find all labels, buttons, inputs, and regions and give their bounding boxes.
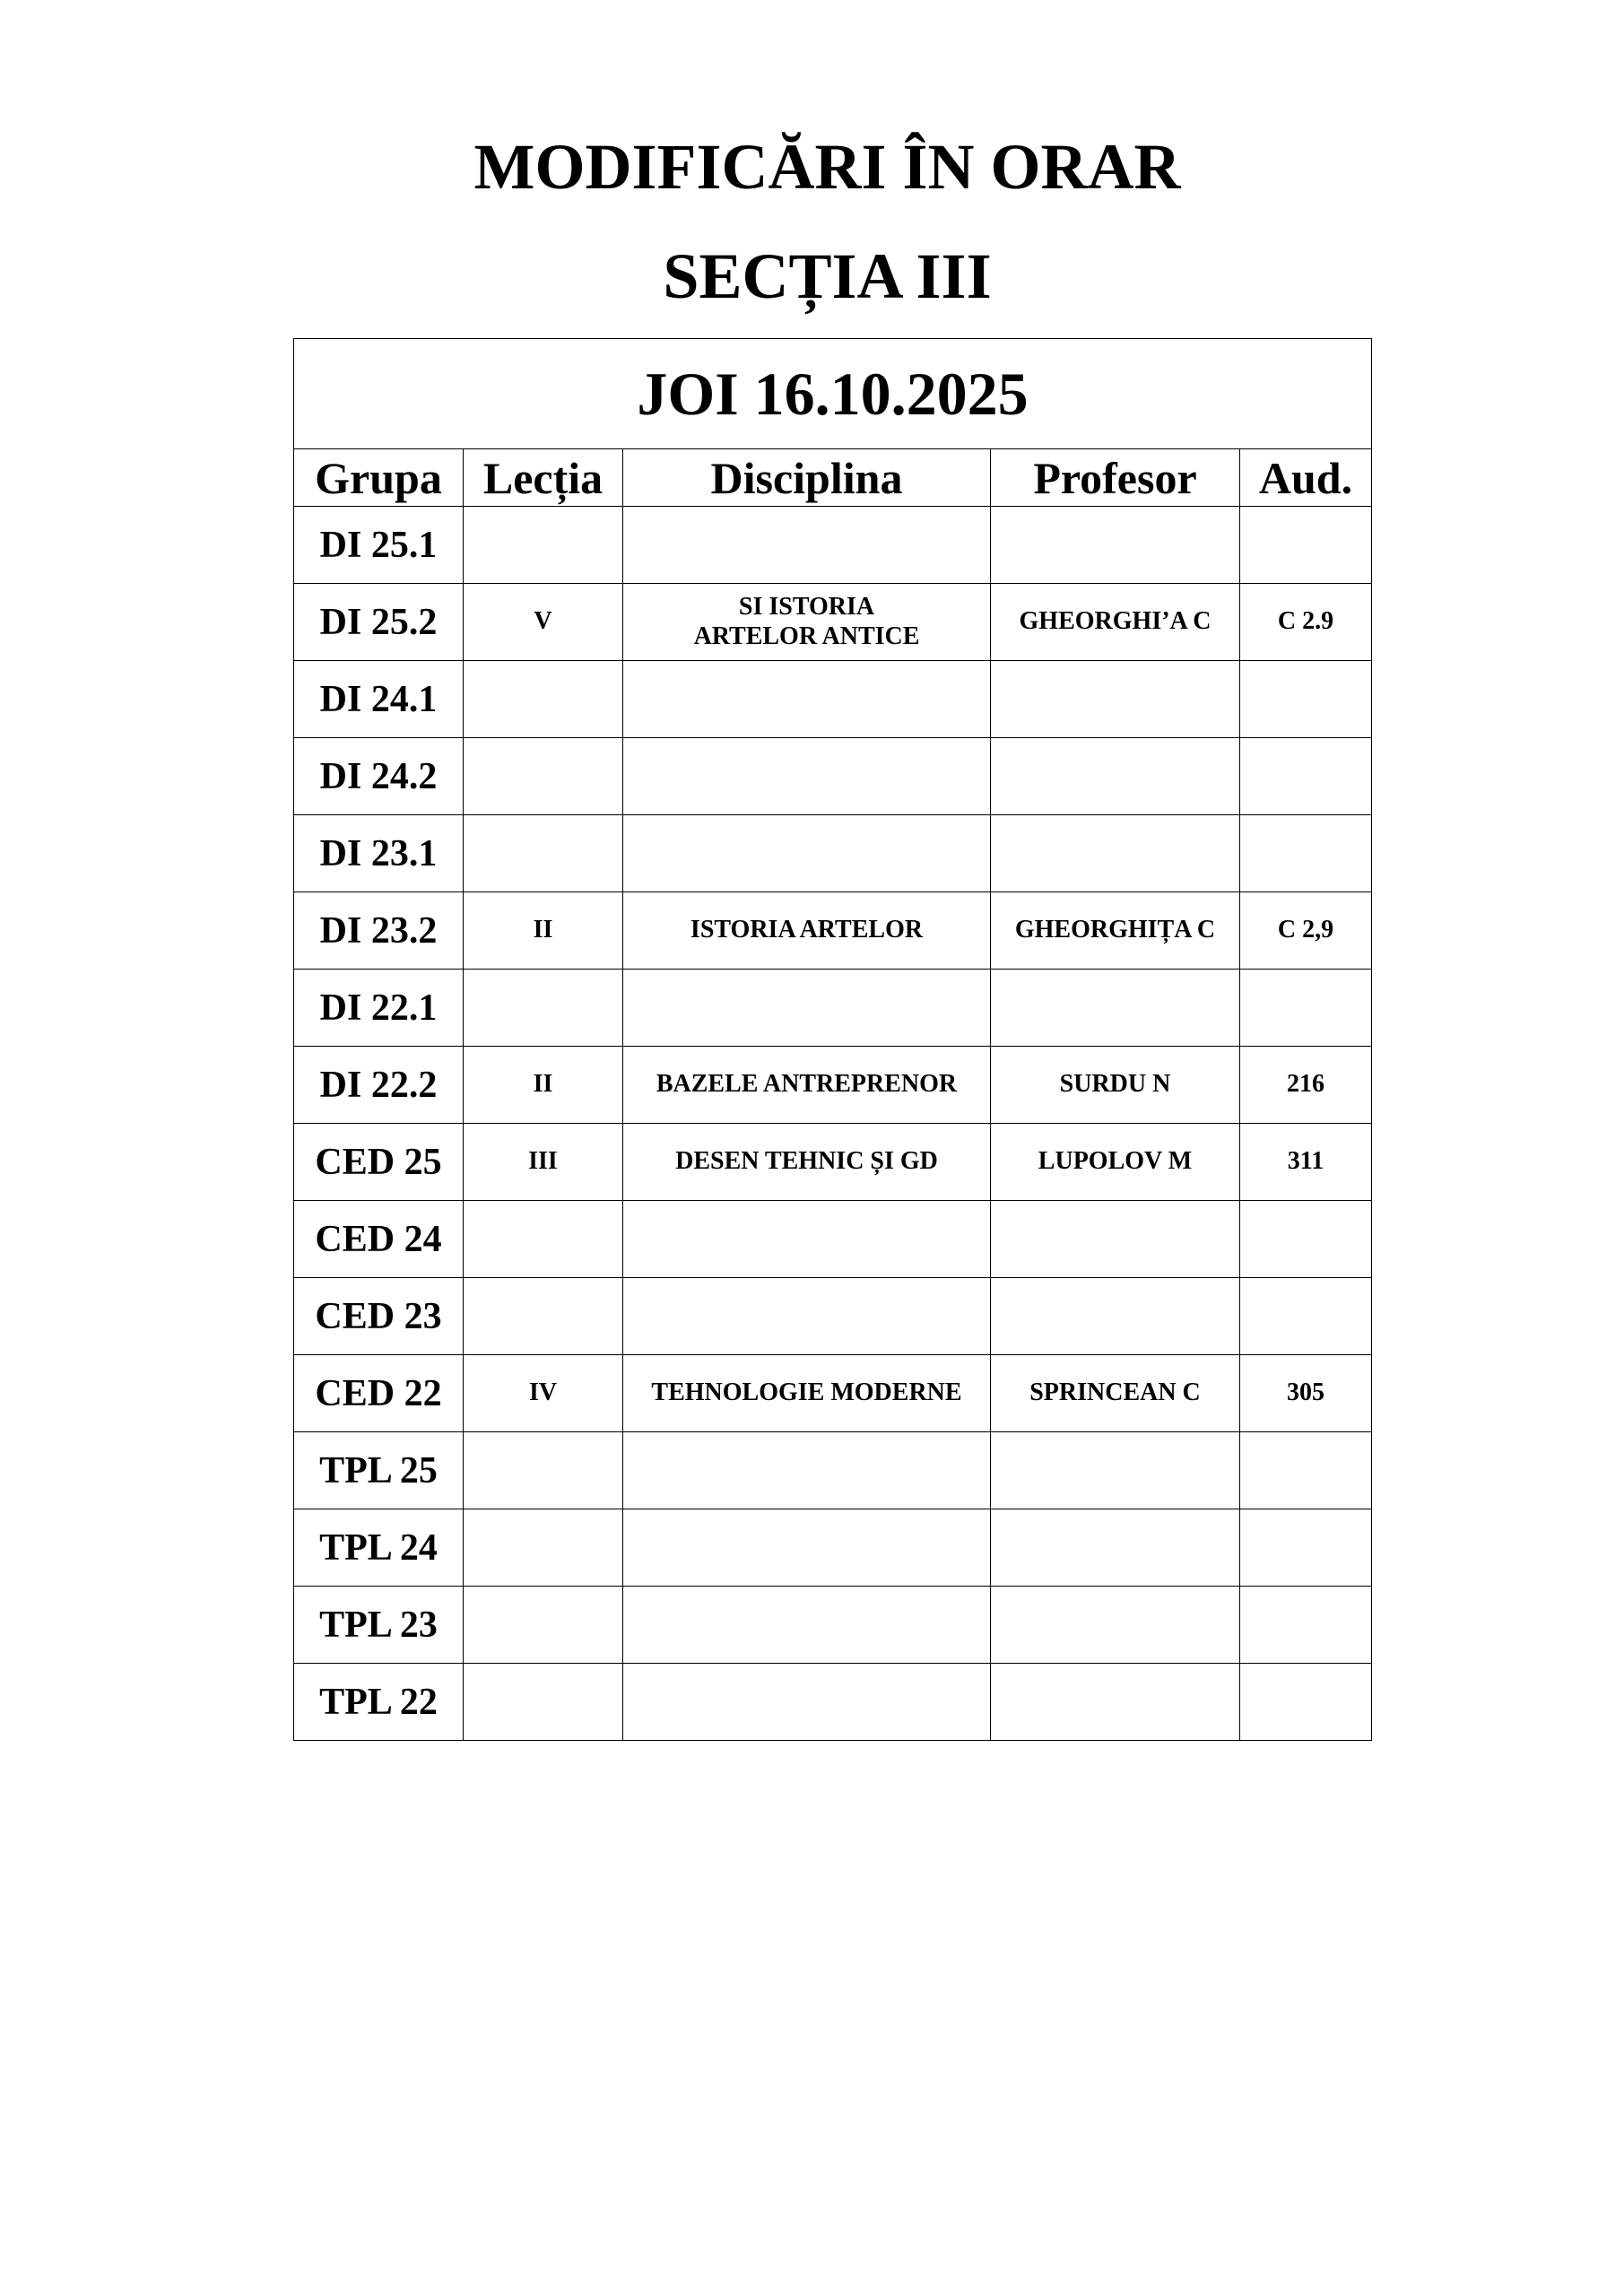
column-header-teacher: Profesor xyxy=(991,449,1240,507)
teacher-cell xyxy=(991,1509,1240,1587)
column-header-row xyxy=(294,449,1372,507)
lesson-cell xyxy=(464,507,623,584)
room-cell: 305 xyxy=(1240,1355,1372,1432)
group-cell: CED 23 xyxy=(294,1278,464,1355)
lesson-cell xyxy=(464,1201,623,1278)
table-row xyxy=(294,661,1372,738)
lesson-cell xyxy=(464,1664,623,1741)
column-header-group: Grupa xyxy=(294,449,464,507)
group-cell: CED 25 xyxy=(294,1124,464,1201)
teacher-cell xyxy=(991,661,1240,738)
teacher-cell: GHEORGHI’A C xyxy=(991,584,1240,661)
discipline-line: SI ISTORIA xyxy=(738,593,875,622)
teacher-cell: SURDU N xyxy=(991,1047,1240,1124)
lesson-cell: II xyxy=(464,1047,623,1124)
column-header-room: Aud. xyxy=(1240,449,1372,507)
teacher-cell: SPRINCEAN C xyxy=(991,1355,1240,1432)
discipline-cell xyxy=(623,1278,991,1355)
table-row xyxy=(294,1355,1372,1432)
room-cell: 311 xyxy=(1240,1124,1372,1201)
table-row xyxy=(294,738,1372,815)
table-row xyxy=(294,1509,1372,1587)
lesson-cell xyxy=(464,661,623,738)
group-cell: CED 22 xyxy=(294,1355,464,1432)
room-cell xyxy=(1240,1201,1372,1278)
room-cell xyxy=(1240,1587,1372,1664)
table-row xyxy=(294,1201,1372,1278)
teacher-cell xyxy=(991,970,1240,1047)
room-cell: C 2,9 xyxy=(1240,892,1372,970)
lesson-cell xyxy=(464,815,623,892)
discipline-cell xyxy=(623,1047,991,1124)
room-cell xyxy=(1240,1509,1372,1587)
discipline-line-2: ARTELOR ANTICE xyxy=(693,622,920,650)
group-cell: DI 22.1 xyxy=(294,970,464,1047)
discipline-cell xyxy=(623,1664,991,1741)
group-cell: TPL 22 xyxy=(294,1664,464,1741)
column-header-lesson: Lecția xyxy=(464,449,623,507)
discipline-cell xyxy=(623,970,991,1047)
teacher-cell: GHEORGHIȚA C xyxy=(991,892,1240,970)
table-row xyxy=(294,584,1372,661)
table-row xyxy=(294,970,1372,1047)
teacher-cell xyxy=(991,507,1240,584)
discipline-line: BAZELE ANTREPRENOR xyxy=(656,1070,958,1099)
table-row xyxy=(294,892,1372,970)
teacher-cell xyxy=(991,738,1240,815)
room-cell xyxy=(1240,815,1372,892)
discipline-cell xyxy=(623,1201,991,1278)
lesson-cell xyxy=(464,1278,623,1355)
room-cell xyxy=(1240,1432,1372,1509)
page-title: MODIFICĂRI ÎN ORAR xyxy=(473,131,1181,203)
room-cell: C 2.9 xyxy=(1240,584,1372,661)
lesson-cell xyxy=(464,1587,623,1664)
discipline-cell xyxy=(623,584,991,661)
table-row xyxy=(294,815,1372,892)
schedule-table xyxy=(293,338,1372,1741)
teacher-cell xyxy=(991,1587,1240,1664)
table-row xyxy=(294,1047,1372,1124)
table-row xyxy=(294,1278,1372,1355)
discipline-line: ISTORIA ARTELOR xyxy=(690,916,924,944)
discipline-cell xyxy=(623,661,991,738)
room-cell xyxy=(1240,1278,1372,1355)
group-cell: DI 24.1 xyxy=(294,661,464,738)
table-row xyxy=(294,1664,1372,1741)
group-cell: DI 23.2 xyxy=(294,892,464,970)
table-row xyxy=(294,1124,1372,1201)
room-cell xyxy=(1240,970,1372,1047)
discipline-cell xyxy=(623,815,991,892)
group-cell: DI 25.2 xyxy=(294,584,464,661)
teacher-cell: LUPOLOV M xyxy=(991,1124,1240,1201)
room-cell xyxy=(1240,738,1372,815)
discipline-cell xyxy=(623,1124,991,1201)
lesson-cell: III xyxy=(464,1124,623,1201)
discipline-line: DESEN TEHNIC ȘI GD xyxy=(675,1147,938,1176)
table-row xyxy=(294,1587,1372,1664)
teacher-cell xyxy=(991,1664,1240,1741)
room-cell xyxy=(1240,661,1372,738)
discipline-cell xyxy=(623,738,991,815)
teacher-cell xyxy=(991,1278,1240,1355)
group-cell: CED 24 xyxy=(294,1201,464,1278)
room-cell xyxy=(1240,1664,1372,1741)
group-cell: DI 25.1 xyxy=(294,507,464,584)
group-cell: DI 23.1 xyxy=(294,815,464,892)
room-cell xyxy=(1240,507,1372,584)
discipline-cell xyxy=(623,1432,991,1509)
teacher-cell xyxy=(991,815,1240,892)
discipline-cell xyxy=(623,1509,991,1587)
discipline-cell xyxy=(623,1587,991,1664)
group-cell: TPL 24 xyxy=(294,1509,464,1587)
page-subtitle: SECȚIA III xyxy=(663,240,992,312)
group-cell: DI 22.2 xyxy=(294,1047,464,1124)
teacher-cell xyxy=(991,1432,1240,1509)
lesson-cell xyxy=(464,1432,623,1509)
room-cell: 216 xyxy=(1240,1047,1372,1124)
lesson-cell xyxy=(464,738,623,815)
lesson-cell xyxy=(464,970,623,1047)
discipline-cell xyxy=(623,507,991,584)
group-cell: DI 24.2 xyxy=(294,738,464,815)
lesson-cell: IV xyxy=(464,1355,623,1432)
group-cell: TPL 23 xyxy=(294,1587,464,1664)
discipline-cell xyxy=(623,1355,991,1432)
discipline-line: TEHNOLOGIE MODERNE xyxy=(651,1378,962,1407)
column-header-discipline: Disciplina xyxy=(623,449,991,507)
table-row xyxy=(294,1432,1372,1509)
discipline-cell xyxy=(623,892,991,970)
table-row xyxy=(294,507,1372,584)
teacher-cell xyxy=(991,1201,1240,1278)
date-row xyxy=(294,339,1372,449)
lesson-cell xyxy=(464,1509,623,1587)
lesson-cell: V xyxy=(464,584,623,661)
date-heading: JOI 16.10.2025 xyxy=(294,339,1372,449)
group-cell: TPL 25 xyxy=(294,1432,464,1509)
lesson-cell: II xyxy=(464,892,623,970)
